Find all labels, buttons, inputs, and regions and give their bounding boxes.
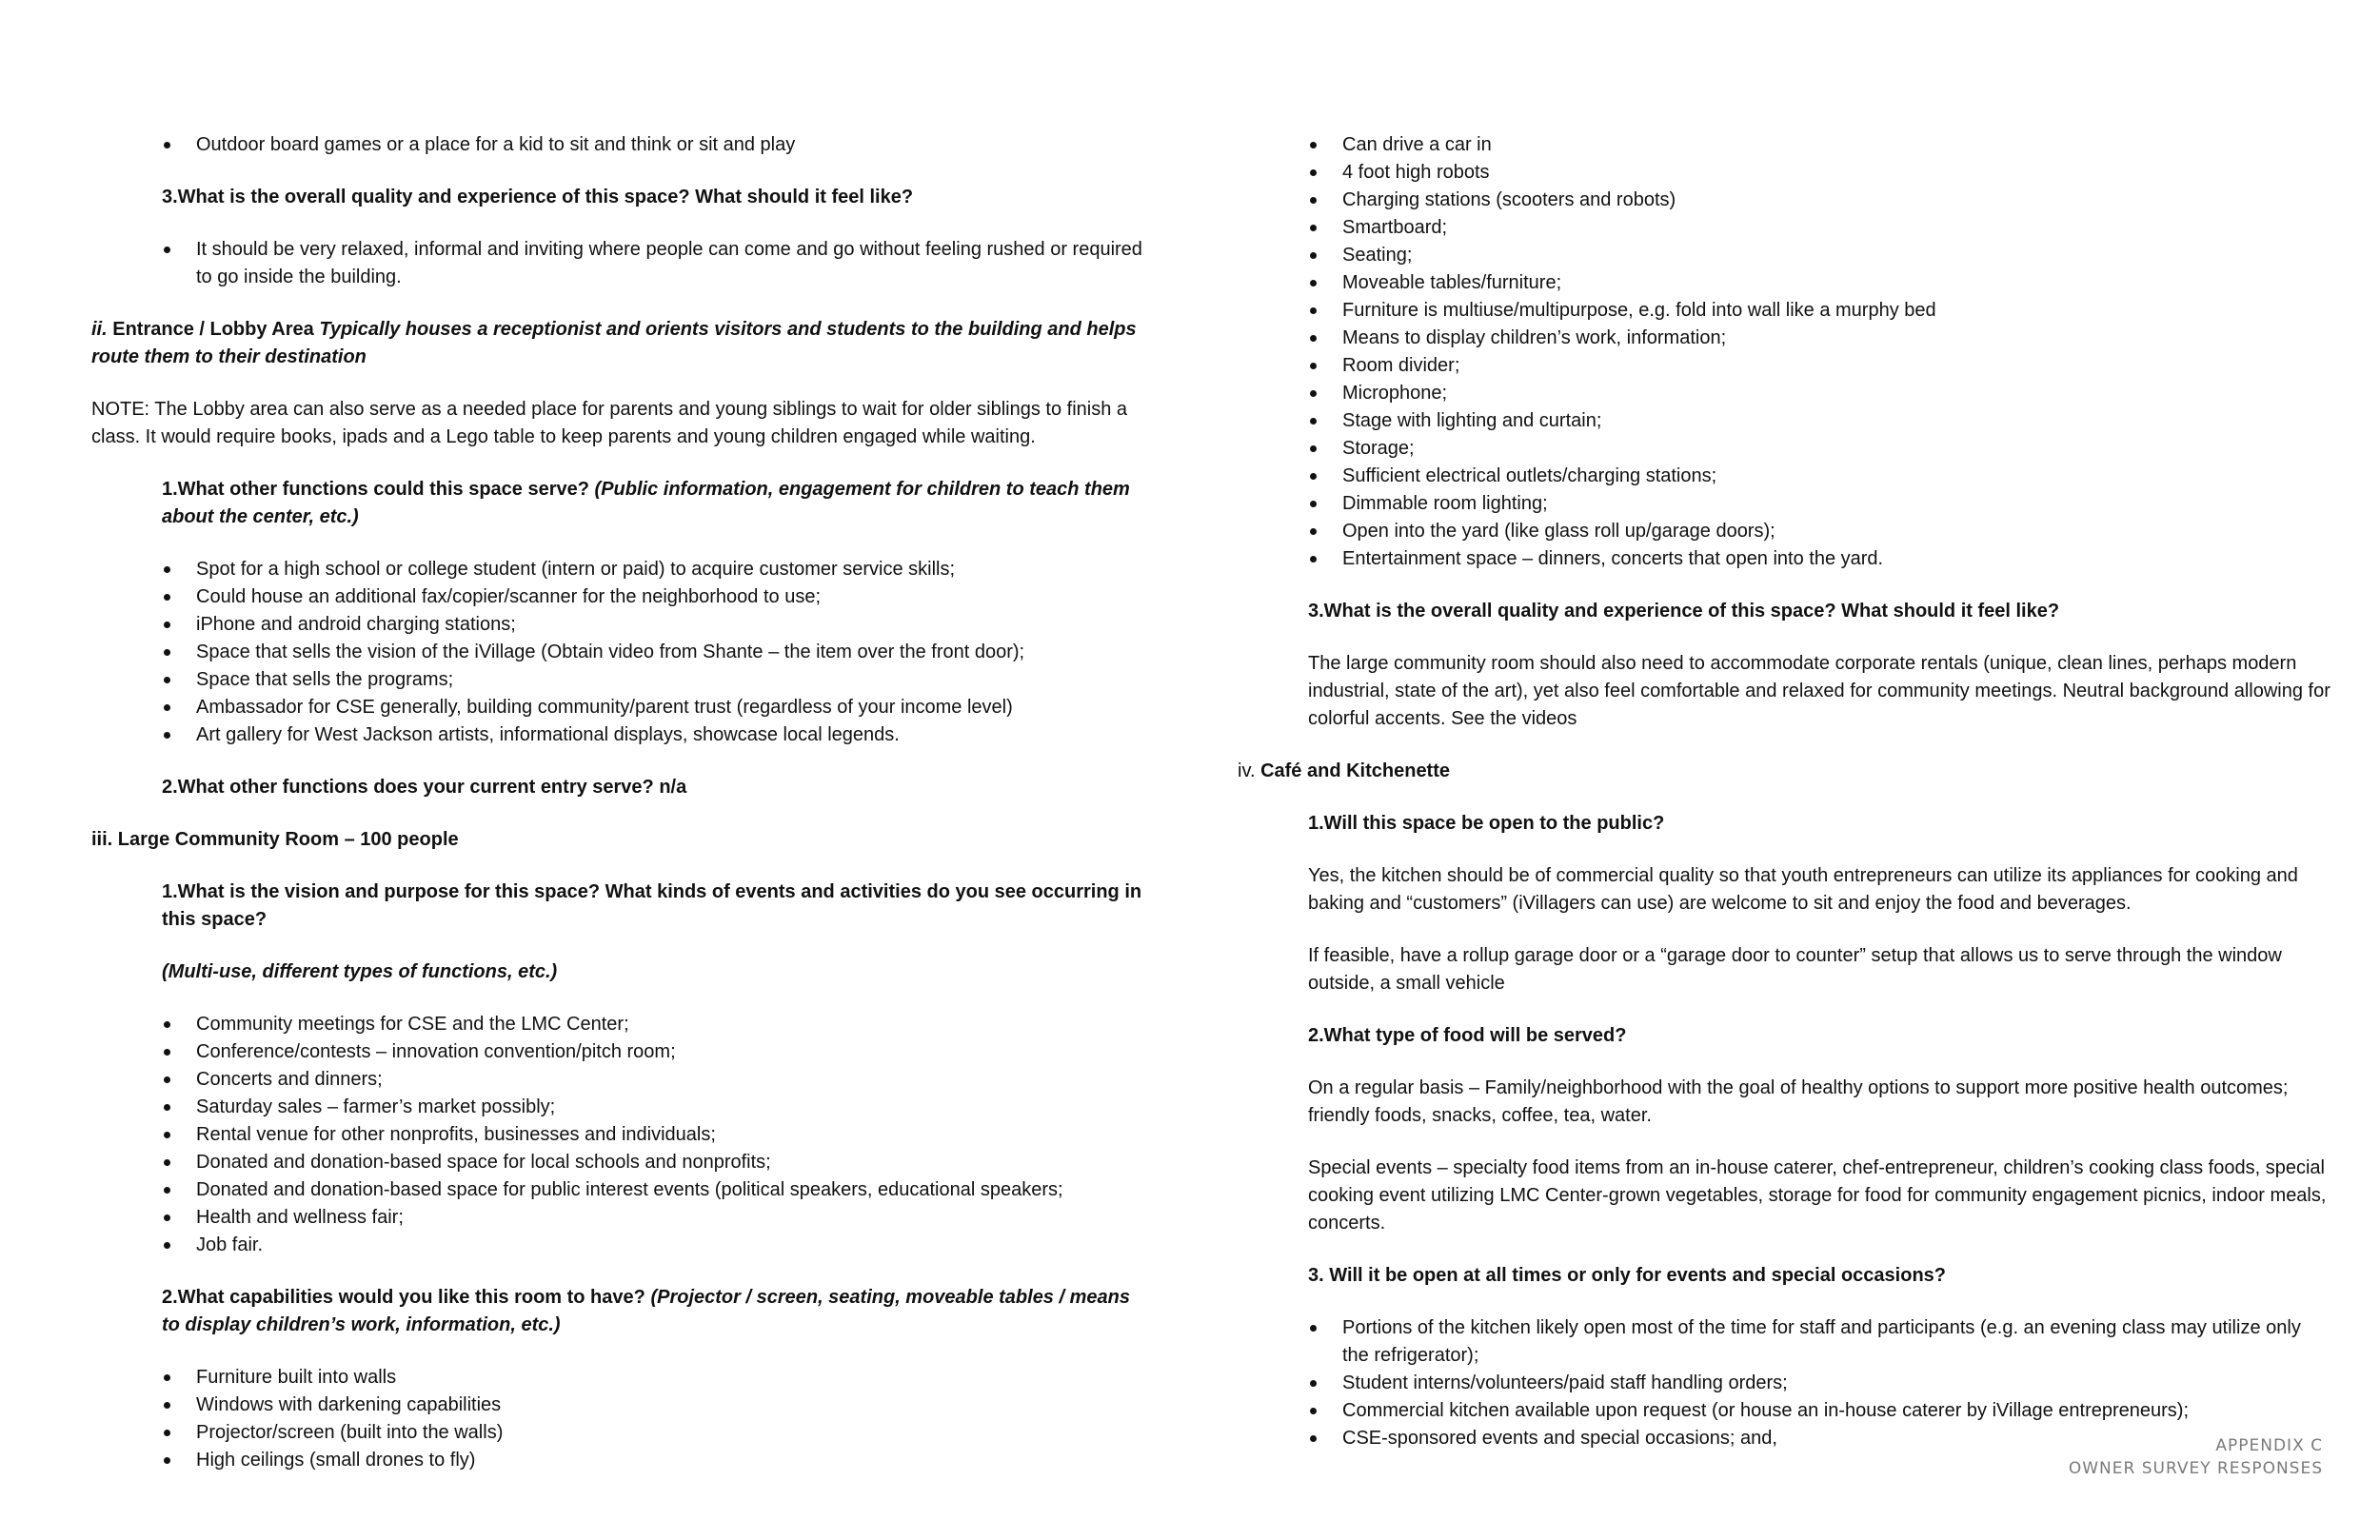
bullet-list <box>1238 1314 2332 1452</box>
list-item: Job fair. <box>162 1232 1148 1259</box>
list-item: Ambassador for CSE generally, building community/parent trust (regardless of your income level) <box>162 694 1148 721</box>
note-paragraph: NOTE: The Lobby area can also serve as a needed place for parents and young siblings to wait for older siblings to finish a class. It would require books, ipads and a Lego table to keep parents and young children engaged while waiting. <box>91 399 1128 447</box>
question-hint: (Multi-use, different types of functions, etc.) <box>162 961 558 982</box>
section-number: iv. <box>1238 760 1256 781</box>
question-heading: 3.What is the overall quality and experience of this space? What should it feel like? <box>162 187 914 207</box>
list-item: Could house an additional fax/copier/scanner for the neighborhood to use; <box>162 583 1148 611</box>
list-item: Commercial kitchen available upon request (or house an in-house caterer by iVillage entrepreneurs); <box>1308 1397 2332 1425</box>
list-item: Art gallery for West Jackson artists, informational displays, showcase local legends. <box>162 721 1148 749</box>
page-footer <box>2069 1434 2323 1480</box>
list-item: Rental venue for other nonprofits, businesses and individuals; <box>162 1121 1148 1149</box>
list-item: Can drive a car in <box>1308 131 2332 159</box>
question-heading: 2.What type of food will be served? <box>1308 1025 1627 1046</box>
body-paragraph: On a regular basis – Family/neighborhood with the goal of healthy options to support more positive health outcomes; friendly foods, snacks, coffee, tea, water. <box>1308 1077 2289 1126</box>
bullet-list <box>91 1364 1148 1474</box>
list-item: Furniture built into walls <box>162 1364 1148 1392</box>
list-item: Windows with darkening capabilities <box>162 1392 1148 1419</box>
section-title: Entrance / Lobby Area <box>112 319 314 340</box>
question-lead: 2.What capabilities would you like this room to have? <box>162 1287 645 1308</box>
list-item: Space that sells the programs; <box>162 666 1148 694</box>
list-item: Sufficient electrical outlets/charging stations; <box>1308 463 2332 490</box>
list-item: Furniture is multiuse/multipurpose, e.g. fold into wall like a murphy bed <box>1308 297 2332 325</box>
question-heading: 1.What is the vision and purpose for this space? What kinds of events and activities do you see occurring in this space? <box>162 881 1142 930</box>
question-heading <box>91 476 1148 531</box>
list-item: Spot for a high school or college student (intern or paid) to acquire customer service skills; <box>162 556 1148 583</box>
section-heading <box>91 316 1148 371</box>
question-heading: 1.Will this space be open to the public? <box>1308 813 1665 834</box>
list-item: Portions of the kitchen likely open most of the time for staff and participants (e.g. an evening class may utilize only the refrigerator); <box>1308 1314 2332 1370</box>
body-paragraph: Yes, the kitchen should be of commercial quality so that youth entrepreneurs can utilize its appliances for cooking and baking and “customers” (iVillagers can use) are welcome to sit and enjoy the food and beverages. <box>1308 865 2298 914</box>
list-item: Student interns/volunteers/paid staff handling orders; <box>1308 1370 2332 1397</box>
list-item: Entertainment space – dinners, concerts that open into the yard. <box>1308 545 2332 573</box>
question-hint: (Public information, engagement for children to teach them about the center, etc.) <box>162 479 1130 527</box>
list-item: High ceilings (small drones to fly) <box>162 1447 1148 1474</box>
section-heading: iii. Large Community Room – 100 people <box>91 829 459 850</box>
body-paragraph: Special events – specialty food items from an in-house caterer, chef-entrepreneur, children’s cooking class foods, special cooking event utilizing LMC Center-grown vegetables, storage for food for community engagement picnics, indoor meals, concerts. <box>1308 1157 2327 1234</box>
list-item: Seating; <box>1308 242 2332 269</box>
section-number: ii. <box>91 319 108 340</box>
bullet-list <box>91 556 1148 749</box>
list-item: Smartboard; <box>1308 214 2332 242</box>
bullet-list <box>91 236 1148 291</box>
list-item: Charging stations (scooters and robots) <box>1308 187 2332 214</box>
list-item: Donated and donation-based space for public interest events (political speakers, educational speakers; <box>162 1176 1148 1204</box>
bullet-list <box>1238 131 2332 573</box>
section-heading <box>1238 758 2332 785</box>
question-hint: (Projector / screen, seating, moveable tables / means to display children’s work, information, etc.) <box>162 1287 1130 1335</box>
question-lead: 1.What other functions could this space serve? <box>162 479 589 500</box>
list-item: Microphone; <box>1308 380 2332 407</box>
list-item: Space that sells the vision of the iVillage (Obtain video from Shante – the item over the front door); <box>162 639 1148 666</box>
list-item: Health and wellness fair; <box>162 1204 1148 1232</box>
list-item: Dimmable room lighting; <box>1308 490 2332 518</box>
question-heading <box>91 1284 1148 1339</box>
section-title: Café and Kitchenette <box>1260 760 1451 781</box>
list-item: Outdoor board games or a place for a kid to sit and think or sit and play <box>162 131 1148 159</box>
question-heading: 3. Will it be open at all times or only for events and special occasions? <box>1308 1265 1946 1286</box>
section-description: Typically houses a receptionist and orients visitors and students to the building and helps route them to their destination <box>91 319 1137 367</box>
footer-appendix: APPENDIX C <box>2215 1436 2323 1455</box>
list-item: Stage with lighting and curtain; <box>1308 407 2332 435</box>
list-item: Concerts and dinners; <box>162 1066 1148 1094</box>
list-item: Room divider; <box>1308 352 2332 380</box>
list-item: 4 foot high robots <box>1308 159 2332 187</box>
list-item: Donated and donation-based space for local schools and nonprofits; <box>162 1149 1148 1176</box>
list-item: Saturday sales – farmer’s market possibly; <box>162 1094 1148 1121</box>
list-item: Community meetings for CSE and the LMC Center; <box>162 1011 1148 1038</box>
list-item: Means to display children’s work, information; <box>1308 325 2332 352</box>
footer-title: OWNER SURVEY RESPONSES <box>2068 1459 2323 1478</box>
list-item: It should be very relaxed, informal and inviting where people can come and go without feeling rushed or required to go inside the building. <box>162 236 1148 291</box>
list-item: iPhone and android charging stations; <box>162 611 1148 639</box>
bullet-list <box>91 131 1148 159</box>
list-item: CSE-sponsored events and special occasions; and, <box>1308 1425 2332 1452</box>
question-heading: 2.What other functions does your current entry serve? n/a <box>162 777 687 798</box>
list-item: Open into the yard (like glass roll up/garage doors); <box>1308 518 2332 545</box>
list-item: Moveable tables/furniture; <box>1308 269 2332 297</box>
bullet-list <box>91 1011 1148 1259</box>
question-heading: 3.What is the overall quality and experience of this space? What should it feel like? <box>1308 601 2060 622</box>
list-item: Projector/screen (built into the walls) <box>162 1419 1148 1447</box>
list-item: Conference/contests – innovation convention/pitch room; <box>162 1038 1148 1066</box>
body-paragraph: The large community room should also need to accommodate corporate rentals (unique, clean lines, perhaps modern industrial, state of the art), yet also feel comfortable and relaxed for community meetings. Neutral background allowing for colorful accents. See the videos <box>1308 653 2330 729</box>
body-paragraph: If feasible, have a rollup garage door or a “garage door to counter” setup that allows us to serve through the window outside, a small vehicle <box>1308 945 2282 994</box>
left-column <box>91 131 1148 1474</box>
right-column <box>1238 131 2332 1452</box>
list-item: Storage; <box>1308 435 2332 463</box>
